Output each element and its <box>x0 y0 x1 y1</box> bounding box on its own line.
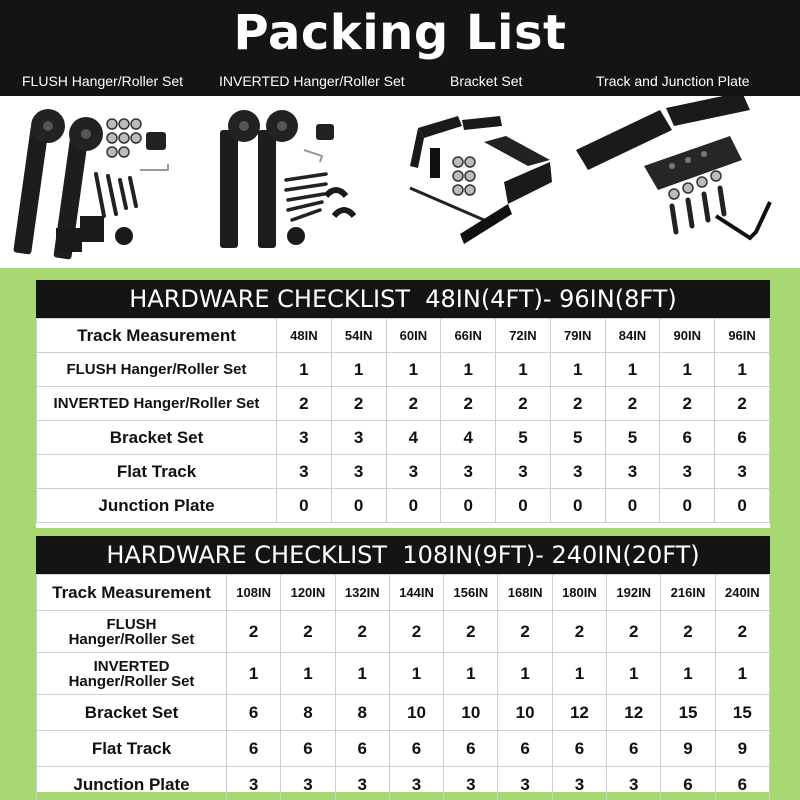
table-cell: 6 <box>661 767 715 800</box>
flush-hanger-image <box>0 96 200 268</box>
track-junction-image <box>570 96 800 268</box>
table-cell: 2 <box>607 611 661 653</box>
table-cell: 2 <box>389 611 443 653</box>
table-cell: 2 <box>227 611 281 653</box>
table-cell: 1 <box>335 653 389 695</box>
table-cell: 1 <box>444 653 498 695</box>
table-cell: 9 <box>715 731 769 767</box>
column-header: 84IN <box>605 319 660 353</box>
table-cell: 8 <box>335 695 389 731</box>
table-cell: 3 <box>552 767 606 800</box>
column-header: 132IN <box>335 575 389 611</box>
table-cell: 0 <box>605 489 660 523</box>
table-cell: 3 <box>550 455 605 489</box>
column-header: 108IN <box>227 575 281 611</box>
table-cell: 15 <box>715 695 769 731</box>
inverted-hanger-image <box>200 96 400 268</box>
table-cell: 6 <box>444 731 498 767</box>
row-label: Bracket Set <box>37 421 277 455</box>
table-cell: 2 <box>660 387 715 421</box>
table-cell: 2 <box>661 611 715 653</box>
table-cell: 1 <box>660 353 715 387</box>
table-cell: 0 <box>496 489 551 523</box>
column-header: 72IN <box>496 319 551 353</box>
table-row <box>37 653 770 695</box>
table-row <box>37 319 770 353</box>
table-row <box>37 767 770 800</box>
table-cell: 6 <box>281 731 335 767</box>
row-label-line: FLUSH <box>106 615 157 633</box>
table-cell: 3 <box>605 455 660 489</box>
table-cell: 1 <box>550 353 605 387</box>
bracket-set-image <box>400 96 570 268</box>
table-cell: 3 <box>277 455 332 489</box>
header-label: Track Measurement <box>37 319 277 353</box>
table-cell: 6 <box>227 695 281 731</box>
row-label-line: INVERTED <box>93 657 170 675</box>
table-row <box>37 455 770 489</box>
table-cell: 3 <box>496 455 551 489</box>
table-cell: 2 <box>550 387 605 421</box>
table-cell: 5 <box>605 421 660 455</box>
column-header: 90IN <box>660 319 715 353</box>
table-cell: 1 <box>389 653 443 695</box>
column-header: 66IN <box>441 319 496 353</box>
table-cell: 3 <box>227 767 281 800</box>
table-cell: 2 <box>281 611 335 653</box>
table-cell: 3 <box>715 455 770 489</box>
column-header: 168IN <box>498 575 552 611</box>
table-cell: 12 <box>552 695 606 731</box>
column-header: 240IN <box>715 575 769 611</box>
table-cell: 6 <box>227 731 281 767</box>
table-cell: 2 <box>605 387 660 421</box>
table-cell: 3 <box>660 455 715 489</box>
table-cell: 6 <box>607 731 661 767</box>
label-track-plate: Track and Junction Plate <box>596 73 750 89</box>
checklist-1-table <box>36 318 770 523</box>
table-cell: 1 <box>498 653 552 695</box>
table-cell: 3 <box>498 767 552 800</box>
table-cell: 1 <box>227 653 281 695</box>
table-cell: 2 <box>331 387 386 421</box>
column-header: 192IN <box>607 575 661 611</box>
table-cell: 3 <box>277 421 332 455</box>
table-cell: 1 <box>496 353 551 387</box>
header-label: Track Measurement <box>37 575 227 611</box>
table-cell: 8 <box>281 695 335 731</box>
label-bracket-set: Bracket Set <box>450 73 523 89</box>
table-cell: 3 <box>331 421 386 455</box>
table-cell: 4 <box>386 421 441 455</box>
table-cell: 1 <box>277 353 332 387</box>
table-cell: 1 <box>715 353 770 387</box>
table-cell: 4 <box>441 421 496 455</box>
row-label: Flat Track <box>37 731 227 767</box>
label-inverted-set: INVERTED Hanger/Roller Set <box>219 73 405 89</box>
table-cell: 3 <box>444 767 498 800</box>
table-cell: 6 <box>715 421 770 455</box>
checklist-2-table <box>36 574 770 800</box>
column-header: 144IN <box>389 575 443 611</box>
table-cell: 5 <box>496 421 551 455</box>
row-label <box>37 611 227 653</box>
column-header: 180IN <box>552 575 606 611</box>
table-row <box>37 353 770 387</box>
table-cell: 2 <box>552 611 606 653</box>
table-cell: 1 <box>607 653 661 695</box>
table-cell: 1 <box>441 353 496 387</box>
table-cell: 1 <box>552 653 606 695</box>
table-row <box>37 731 770 767</box>
checklist-1-title: HARDWARE CHECKLIST 48IN(4FT)- 96IN(8FT) <box>36 280 770 318</box>
column-header: 120IN <box>281 575 335 611</box>
table-cell: 0 <box>386 489 441 523</box>
table-row <box>37 421 770 455</box>
table-cell: 5 <box>550 421 605 455</box>
table-cell: 1 <box>661 653 715 695</box>
column-header: 60IN <box>386 319 441 353</box>
row-label <box>37 653 227 695</box>
table-cell: 6 <box>335 731 389 767</box>
column-header: 96IN <box>715 319 770 353</box>
column-header: 54IN <box>331 319 386 353</box>
row-label: FLUSH Hanger/Roller Set <box>37 353 277 387</box>
table-cell: 10 <box>389 695 443 731</box>
table-cell: 2 <box>496 387 551 421</box>
table-cell: 10 <box>444 695 498 731</box>
table-cell: 0 <box>331 489 386 523</box>
table-cell: 1 <box>386 353 441 387</box>
table-cell: 6 <box>715 767 769 800</box>
table-cell: 15 <box>661 695 715 731</box>
packing-list-title: Packing List <box>0 0 800 66</box>
table-cell: 3 <box>441 455 496 489</box>
column-header: 216IN <box>661 575 715 611</box>
table-cell: 6 <box>498 731 552 767</box>
table-cell: 1 <box>281 653 335 695</box>
table-cell: 10 <box>498 695 552 731</box>
column-header: 79IN <box>550 319 605 353</box>
column-header: 156IN <box>444 575 498 611</box>
table-cell: 2 <box>715 387 770 421</box>
column-header: 48IN <box>277 319 332 353</box>
table-cell: 3 <box>389 767 443 800</box>
table-cell: 9 <box>661 731 715 767</box>
table-cell: 3 <box>331 455 386 489</box>
row-label: Flat Track <box>37 455 277 489</box>
table-cell: 2 <box>498 611 552 653</box>
table-cell: 3 <box>335 767 389 800</box>
table-cell: 2 <box>441 387 496 421</box>
table-cell: 0 <box>277 489 332 523</box>
table-row <box>37 575 770 611</box>
product-photo-row <box>0 96 800 268</box>
table-cell: 0 <box>660 489 715 523</box>
row-label: INVERTED Hanger/Roller Set <box>37 387 277 421</box>
table-cell: 3 <box>607 767 661 800</box>
checklist-2-title: HARDWARE CHECKLIST 108IN(9FT)- 240IN(20FT) <box>36 536 770 574</box>
table-row <box>37 695 770 731</box>
row-label: Bracket Set <box>37 695 227 731</box>
hardware-checklist-48-96 <box>36 280 770 528</box>
table-cell: 2 <box>715 611 769 653</box>
table-cell: 1 <box>605 353 660 387</box>
row-label: Junction Plate <box>37 489 277 523</box>
table-cell: 0 <box>715 489 770 523</box>
row-label: Junction Plate <box>37 767 227 800</box>
table-cell: 1 <box>715 653 769 695</box>
table-cell: 0 <box>441 489 496 523</box>
table-cell: 0 <box>550 489 605 523</box>
row-label-line: Hanger/Roller Set <box>68 630 195 648</box>
table-cell: 3 <box>281 767 335 800</box>
row-label-line: Hanger/Roller Set <box>68 672 195 690</box>
table-cell: 6 <box>389 731 443 767</box>
table-cell: 2 <box>335 611 389 653</box>
table-cell: 6 <box>552 731 606 767</box>
table-cell: 2 <box>444 611 498 653</box>
table-cell: 12 <box>607 695 661 731</box>
table-row <box>37 387 770 421</box>
hardware-checklist-108-240 <box>36 536 770 792</box>
table-cell: 3 <box>386 455 441 489</box>
table-row <box>37 611 770 653</box>
table-row <box>37 489 770 523</box>
table-cell: 2 <box>277 387 332 421</box>
product-label-bar <box>0 66 800 96</box>
table-cell: 1 <box>331 353 386 387</box>
label-flush-set: FLUSH Hanger/Roller Set <box>22 73 184 89</box>
table-cell: 2 <box>386 387 441 421</box>
table-cell: 6 <box>660 421 715 455</box>
